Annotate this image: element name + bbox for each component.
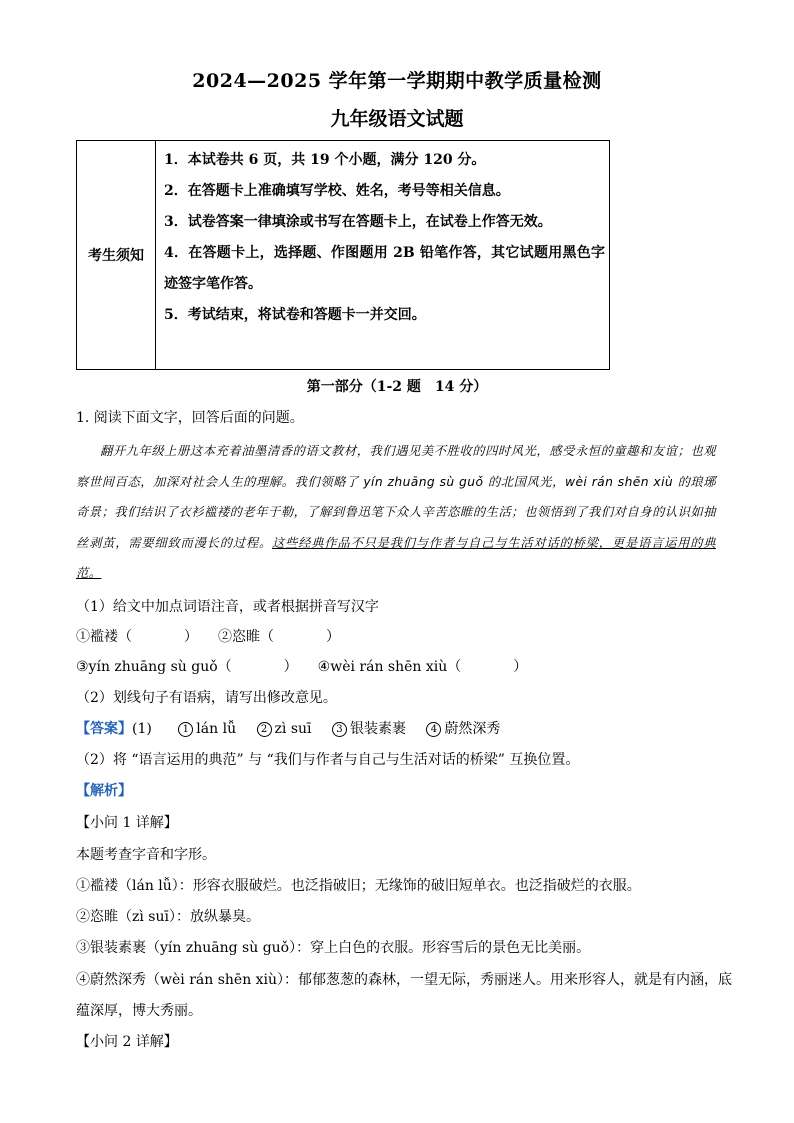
blank-item-1: ①褴褛（ [76, 629, 132, 645]
blank-item-2: ②恣睢（ [218, 629, 274, 645]
blank-close: ） [283, 659, 298, 675]
notice-items [156, 141, 610, 370]
analysis-label: 【解析】 [76, 783, 132, 799]
exam-subtitle: 九年级语文试题 [330, 108, 464, 130]
analysis-intro: 本题考查字音和字形。 [76, 847, 216, 863]
answer-item-3: 3 银装素裹 [332, 719, 406, 739]
answer-part2: （2）将 “语言运用的典范” 与 “我们与作者与自己与生活对话的桥梁” 互换位置。 [76, 752, 580, 768]
explanation-line: 蕴深厚，博大秀丽。 [76, 1003, 202, 1019]
explanation-line: ③银装素裹（yín zhuāng sù guǒ）：穿上白色的衣服。形容雪后的景色无比美丽。 [76, 940, 591, 956]
blank-item-4: ④wèi rán shēn xiù（ [317, 659, 462, 675]
fill-blanks-row-1 [76, 627, 716, 647]
notice-item: 4．在答题卡上，选择题、作图题用 2B 铅笔作答，其它试题用黑色字迹签字笔作答。 [164, 245, 605, 292]
answer-label: 【答案】 [76, 721, 132, 737]
blank-close: ） [326, 629, 340, 645]
question-stem: 1. 阅读下面文字，回答后面的问题。 [76, 410, 304, 426]
sub2-heading: 【小问 2 详解】 [76, 1034, 178, 1050]
answer-item-4: 4 蔚然深秀 [426, 719, 500, 739]
notice-item: 1．本试卷共 6 页，共 19 个小题，满分 120 分。 [164, 152, 486, 168]
sub-question-2: （2）划线句子有语病，请写出修改意见。 [76, 690, 337, 706]
explanation-line: ①褴褛（lán lǚ）：形容衣服破烂。也泛指破旧；无缘饰的破旧短单衣。也泛指破烂的衣服。 [76, 878, 641, 894]
underlined-sentence: 这些经典作品不只是我们与作者与自己与生活对话的桥梁，更是语言运用的典范。 [76, 535, 716, 580]
reading-passage [76, 436, 716, 589]
notice-label: 考生须知 [77, 141, 156, 370]
fill-blanks-row-2 [76, 657, 716, 677]
explanation-line: ④蔚然深秀（wèi rán shēn xiù）：郁郁葱葱的森林，一望无际，秀丽迷人。用来形容人，就是有内涵，底 [76, 972, 733, 988]
notice-item: 5．考试结束，将试卷和答题卡一并交回。 [164, 307, 426, 323]
notice-item: 3．试卷答案一律填涂或书写在答题卡上，在试卷上作答无效。 [164, 214, 552, 230]
answer-item-1: 1 lán lǚ [178, 719, 236, 739]
answer-row [76, 719, 716, 739]
passage-text: 翻开九年级上册这本充着油墨清香的语文教材，我们遇见美不胜收的四时风光，感受永恒的童趣和友谊；也观察世间百态，加深对社会人生的理解。我们领略了 yín zhuāng sù guǒ 的北国风光，wèi rán shēn xiù 的琅琊奇景；我们结识了衣衫褴褛的老年于勒，了解到鲁迅笔下众人辛苦恣睢的生活；也领悟到了我们对自身的认识如抽丝剥茧，需要细致而漫长的过程。 [76, 444, 716, 550]
blank-close: ） [184, 629, 198, 645]
blank-item-3: ③yín zhuāng sù guǒ（ [76, 659, 232, 675]
answer-part1-prefix: (1) [132, 721, 152, 737]
exam-title: 2024—2025 学年第一学期期中教学质量检测 [192, 70, 602, 92]
blank-close: ） [513, 659, 528, 675]
notice-item: 2．在答题卡上准确填写学校、姓名，考号等相关信息。 [164, 183, 510, 199]
explanation-line: ②恣睢（zì suī）：放纵暴臭。 [76, 909, 260, 925]
sub1-heading: 【小问 1 详解】 [76, 815, 178, 831]
sub-question-1: （1）给文中加点词语注音，或者根据拼音写汉字 [76, 599, 379, 615]
notice-table [76, 140, 610, 370]
section-title: 第一部分（1-2 题 14 分） [306, 379, 488, 395]
answer-item-2: 2 zì suī [257, 719, 312, 739]
